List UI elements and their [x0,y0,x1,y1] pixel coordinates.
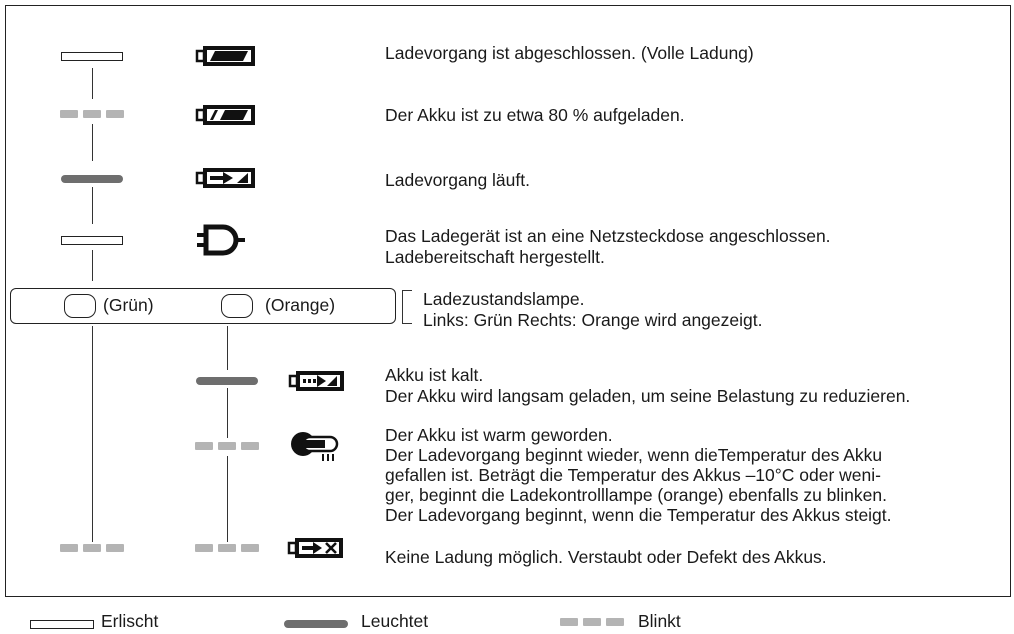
green-lamp-label: (Grün) [103,295,154,315]
indicator-off [61,52,123,61]
lamp-bracket [402,290,412,324]
legend-blink-label: Blinkt [638,611,681,631]
state-text: Ladevorgang ist abgeschlossen. (Volle Ladung) [385,43,754,63]
connector-line [92,187,93,224]
indicator-on [61,175,123,183]
legend-off-label: Erlischt [101,611,159,631]
orange-lamp-icon [221,294,253,318]
connector-line [227,326,228,370]
lamp-description: Ladezustandslampe. Links: Grün Rechts: Orange wird angezeigt. [423,289,763,330]
state-text: Ladevorgang läuft. [385,170,530,190]
indicator-on [196,377,258,385]
thermometer-icon [289,430,345,464]
connector-line [227,456,228,542]
legend-on-label: Leuchtet [361,611,429,631]
connector-line [92,124,93,161]
state-text: Der Akku ist zu etwa 80 % aufgeladen. [385,105,685,125]
connector-line [92,250,93,281]
battery-error-icon [289,536,345,560]
state-text: Der Akku ist warm geworden. Der Ladevorgang beginnt wieder, wenn dieTemperatur des Akku gefallen ist. Beträgt die Temperatur des Akkus –10°C oder weni- ger, beginnt die Ladekontrolllampe (orange) ebenfalls zu blinken. Der Ladevorgang beginnt, wenn die Temperatur des Akkus steigt. [385,425,892,525]
indicator-blink [60,544,124,552]
green-lamp-icon [64,294,96,318]
state-text: Keine Ladung möglich. Verstaubt oder Defekt des Akkus. [385,547,827,567]
battery-charging-icon [197,166,257,190]
legend-on-swatch [284,620,348,628]
connector-line [92,68,93,99]
connector-line [227,388,228,438]
indicator-off [61,236,123,245]
charge-lamp-box [10,288,396,324]
orange-lamp-label: (Orange) [265,295,336,315]
indicator-blink [60,110,124,118]
battery-80-icon [197,103,257,127]
legend-off-swatch [30,620,94,629]
connector-line [92,326,93,542]
plug-icon [197,224,257,256]
battery-cold-slow-icon [290,369,346,393]
indicator-blink [195,442,259,450]
battery-full-icon [197,44,257,68]
state-text: Akku ist kalt. Der Akku wird langsam geladen, um seine Belastung zu reduzieren. [385,365,911,406]
legend-blink-swatch [560,618,624,626]
state-text: Das Ladegerät ist an eine Netzsteckdose angeschlossen. Ladebereitschaft hergestellt. [385,226,831,267]
indicator-blink [195,544,259,552]
